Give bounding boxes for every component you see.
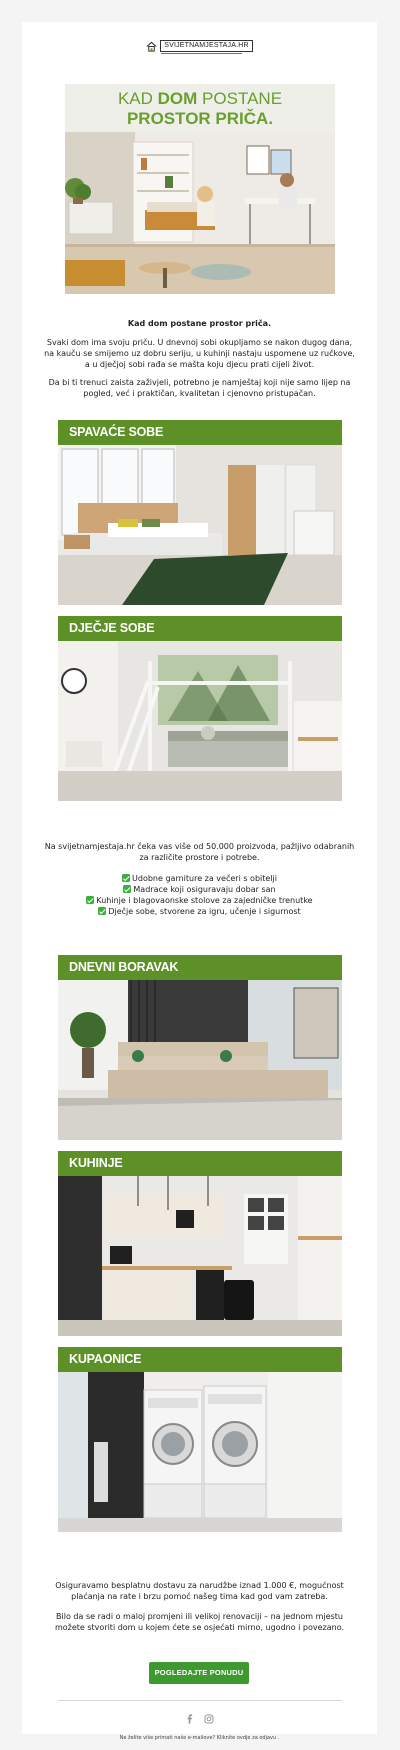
- social-links: [22, 1712, 377, 1726]
- check-icon: [123, 885, 131, 893]
- bathroom-image[interactable]: [58, 1372, 342, 1532]
- brand-logo-text: SVIJETNAMJESTAJA.HR: [160, 40, 253, 52]
- benefits-list: [44, 873, 355, 917]
- unsubscribe-footer[interactable]: Ne želite više primati naše e-mailove? Kliknite ovdje za odjavu .: [119, 1735, 280, 1741]
- house-logo-icon: [146, 41, 157, 52]
- kids-room-image[interactable]: [58, 641, 342, 801]
- header: [22, 36, 377, 56]
- intro-heading: Kad dom postane prostor priča.: [127, 319, 272, 328]
- brand-logo[interactable]: [146, 40, 253, 52]
- facebook-icon[interactable]: [185, 1714, 195, 1724]
- outro-paragraph: Osiguravamo besplatnu dostavu za narudžbe iznad 1.000 €, mogućnost plaćanja na rate i brzu pomoć našeg tima kad god vam zatreba.: [55, 1581, 344, 1601]
- hero-title-part: POSTANE: [197, 89, 283, 108]
- benefit-item: [44, 906, 355, 917]
- section-header-bathrooms[interactable]: KUPAONICE: [58, 1347, 342, 1372]
- hero-title-line2: PROSTOR PRIČA.: [126, 109, 274, 128]
- check-icon: [122, 874, 130, 882]
- product-info-paragraph: Na svijetnamjestaja.hr čeka vas više od 50.000 proizvoda, pažljivo odabranih za različite prostore i potrebe.: [44, 842, 355, 862]
- section-header-kids[interactable]: DJEČJE SOBE: [58, 616, 342, 641]
- outro-text: [44, 1580, 355, 1642]
- benefit-text: Madrace koji osiguravaju dobar san: [133, 885, 276, 894]
- bedroom-image[interactable]: [58, 445, 342, 605]
- benefit-item: [44, 895, 355, 906]
- hero-banner[interactable]: [65, 84, 335, 294]
- intro-paragraph: Svaki dom ima svoju priču. U dnevnoj sobi okupljamo se nakon dugog dana, na kauču se smijemo uz dobru seriju, u kuhinji nastaju uspomene uz ručkove, a u dječjoj sobi rađa se mašta koju djecu prati cijeli život.: [44, 338, 355, 369]
- section-header-bedrooms[interactable]: SPAVAĆE SOBE: [58, 420, 342, 445]
- benefit-item: [44, 873, 355, 884]
- living-room-image[interactable]: [58, 980, 342, 1140]
- email-card: [22, 22, 377, 1741]
- check-icon: [98, 907, 106, 915]
- hero-living-room-image: [65, 132, 335, 294]
- hero-title-bold: DOM: [157, 89, 198, 108]
- benefit-text: Udobne garniture za večeri s obitelji: [132, 874, 277, 883]
- section-header-kitchens[interactable]: KUHINJE: [58, 1151, 342, 1176]
- section-header-living-room[interactable]: DNEVNI BORAVAK: [58, 955, 342, 980]
- benefit-text: Kuhinje i blagovaonske stolove za zajedničke trenutke: [96, 896, 313, 905]
- divider: [58, 1700, 342, 1701]
- intro-text: [44, 318, 355, 406]
- product-info: [44, 841, 355, 917]
- kitchen-image[interactable]: [58, 1176, 342, 1336]
- intro-paragraph: Da bi ti trenuci zaista zaživjeli, potrebno je namještaj koji nije samo lijep na pogled, već i praktičan, kvalitetan i cjenovno pristupačan.: [48, 378, 351, 398]
- hero-title: [65, 84, 335, 132]
- outro-paragraph: Bilo da se radi o maloj promjeni ili velikoj renovaciji – na jednom mjestu možete stvoriti dom u kojem ćete se osjećati mirno, ugodno i povezano.: [54, 1612, 345, 1632]
- benefit-item: [44, 884, 355, 895]
- instagram-icon[interactable]: [204, 1714, 214, 1724]
- hero-title-part: KAD: [117, 89, 158, 108]
- benefit-text: Dječje sobe, stvorene za igru, učenje i sigurnost: [108, 907, 301, 916]
- check-icon: [86, 896, 94, 904]
- view-offer-button[interactable]: POGLEDAJTE PONUDU: [149, 1662, 249, 1684]
